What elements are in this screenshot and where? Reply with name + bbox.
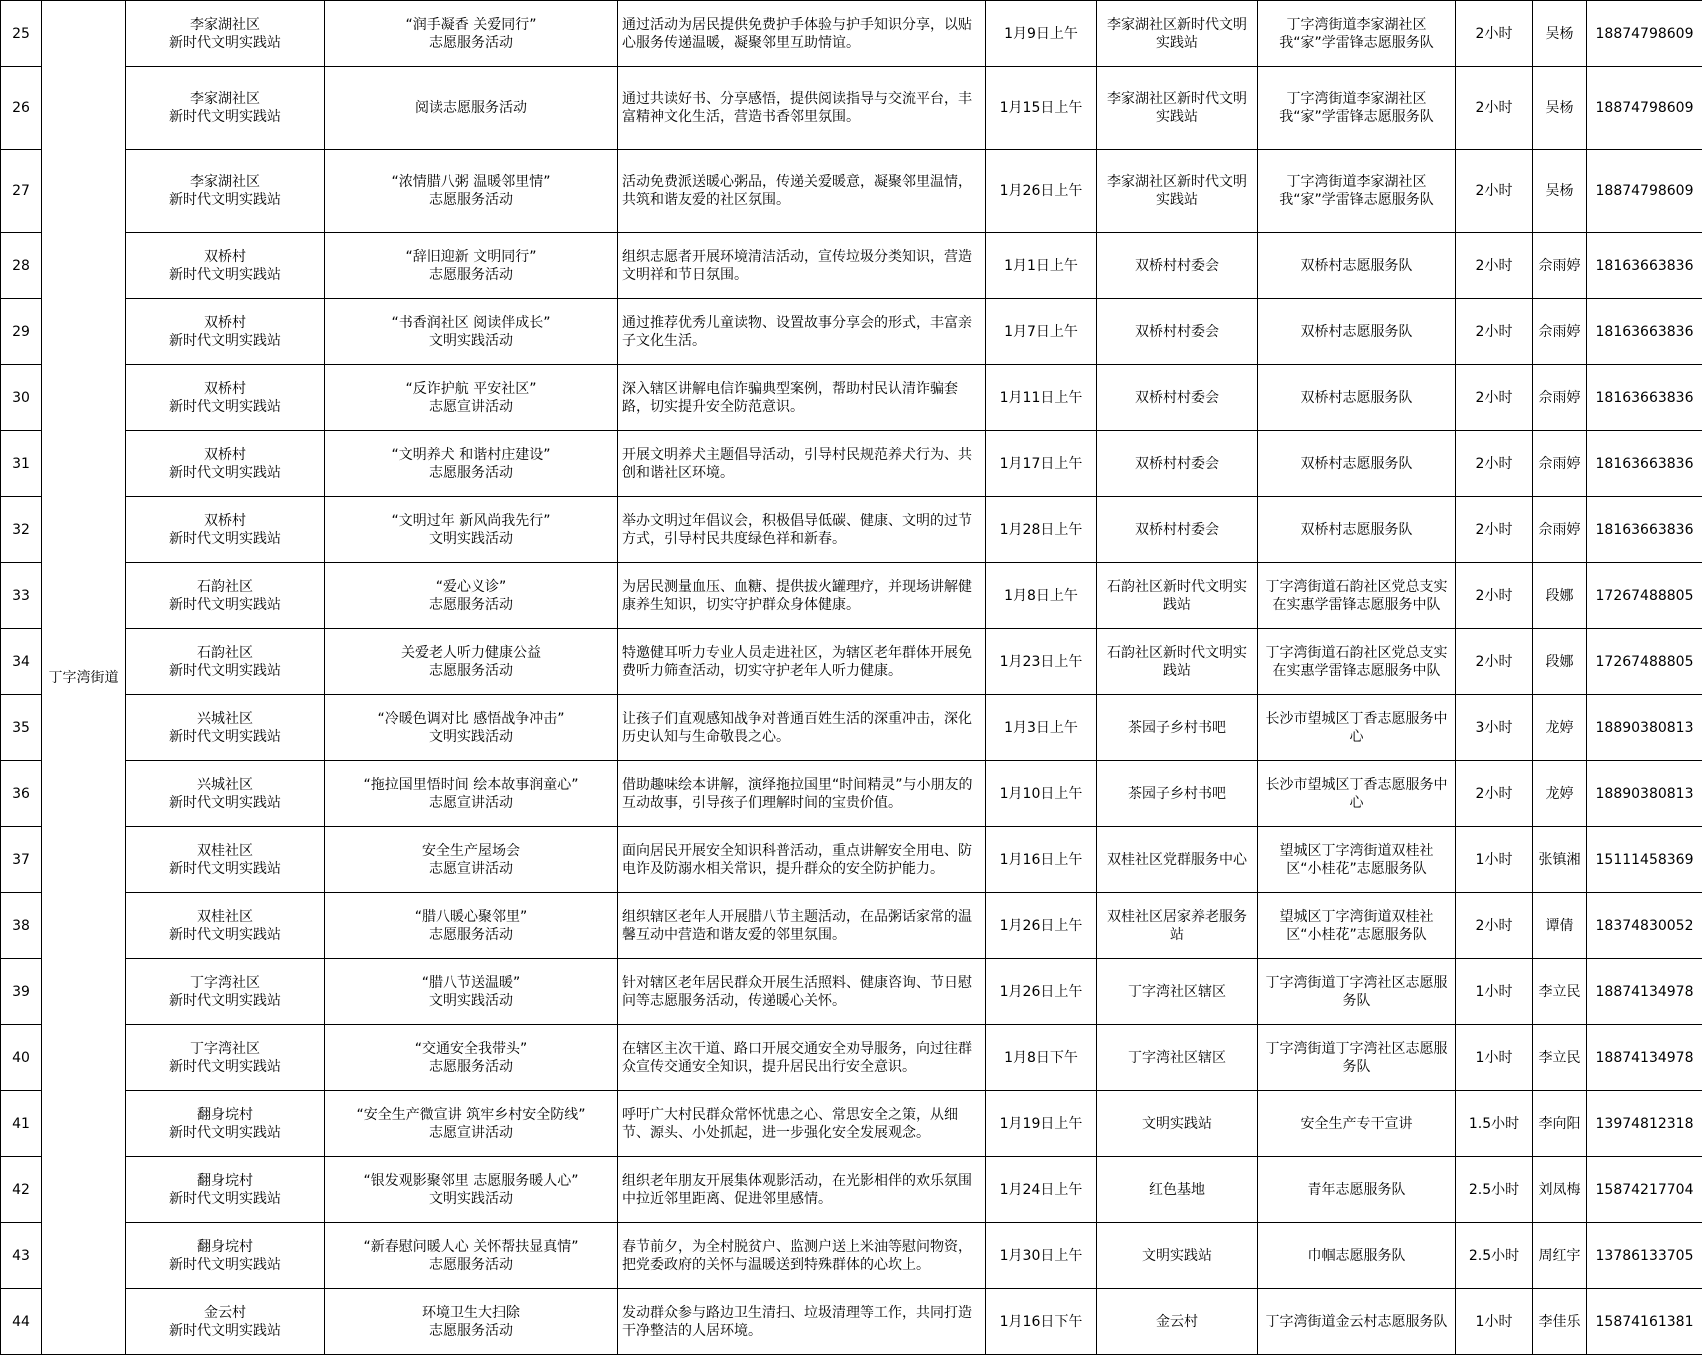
activity-time: 1月26日上午	[986, 150, 1097, 233]
row-number: 44	[1, 1289, 42, 1355]
activity-place: 茶园子乡村书吧	[1097, 761, 1258, 827]
row-number: 29	[1, 299, 42, 365]
activity-duration: 2小时	[1456, 365, 1533, 431]
contact-person: 谭倩	[1533, 893, 1587, 959]
activity-time: 1月17日上午	[986, 431, 1097, 497]
row-number: 27	[1, 150, 42, 233]
table-row	[1, 761, 1702, 827]
row-number: 38	[1, 893, 42, 959]
row-number: 31	[1, 431, 42, 497]
volunteer-team: 丁字湾街道李家湖社区我“家”学雷锋志愿服务队	[1258, 67, 1456, 150]
activity-name: “安全生产微宣讲 筑牢乡村安全防线” 志愿宣讲活动	[325, 1091, 618, 1157]
activity-duration: 1小时	[1456, 827, 1533, 893]
volunteer-team: 巾帼志愿服务队	[1258, 1223, 1456, 1289]
practice-station: 李家湖社区 新时代文明实践站	[126, 150, 325, 233]
contact-person: 龙婷	[1533, 695, 1587, 761]
activity-time: 1月3日上午	[986, 695, 1097, 761]
activity-name: 安全生产屋场会 志愿宣讲活动	[325, 827, 618, 893]
contact-person: 吴杨	[1533, 150, 1587, 233]
contact-phone: 18890380813	[1587, 761, 1702, 827]
activity-time: 1月24日上午	[986, 1157, 1097, 1223]
contact-phone: 18163663836	[1587, 299, 1702, 365]
contact-phone: 18163663836	[1587, 431, 1702, 497]
activity-place: 石韵社区新时代文明实践站	[1097, 629, 1258, 695]
row-number: 28	[1, 233, 42, 299]
contact-person: 佘雨婷	[1533, 497, 1587, 563]
volunteer-team: 丁字湾街道丁字湾社区志愿服务队	[1258, 1025, 1456, 1091]
activity-description: 组织志愿者开展环境清洁活动，宣传垃圾分类知识，营造文明祥和节日氛围。	[618, 233, 986, 299]
table-row	[1, 893, 1702, 959]
activity-name: “腊八暖心聚邻里” 志愿服务活动	[325, 893, 618, 959]
activity-time: 1月8日下午	[986, 1025, 1097, 1091]
contact-person: 段娜	[1533, 629, 1587, 695]
activity-time: 1月7日上午	[986, 299, 1097, 365]
row-number: 32	[1, 497, 42, 563]
activity-time: 1月9日上午	[986, 1, 1097, 67]
activity-duration: 2小时	[1456, 150, 1533, 233]
activity-time: 1月16日下午	[986, 1289, 1097, 1355]
practice-station: 双桥村 新时代文明实践站	[126, 431, 325, 497]
activity-name: “拖拉国里悟时间 绘本故事润童心” 志愿宣讲活动	[325, 761, 618, 827]
activity-name: “冷暖色调对比 感悟战争冲击” 文明实践活动	[325, 695, 618, 761]
activity-name: 关爱老人听力健康公益 志愿服务活动	[325, 629, 618, 695]
activity-time: 1月23日上午	[986, 629, 1097, 695]
volunteer-team: 丁字湾街道李家湖社区我“家”学雷锋志愿服务队	[1258, 1, 1456, 67]
activity-time: 1月8日上午	[986, 563, 1097, 629]
table-row	[1, 1289, 1702, 1355]
table-row	[1, 233, 1702, 299]
table-row	[1, 1157, 1702, 1223]
contact-phone: 18163663836	[1587, 365, 1702, 431]
activity-name: “文明养犬 和谐村庄建设” 志愿服务活动	[325, 431, 618, 497]
contact-phone: 18163663836	[1587, 233, 1702, 299]
activity-description: 春节前夕，为全村脱贫户、监测户送上米油等慰问物资，把党委政府的关怀与温暖送到特殊群体的心坎上。	[618, 1223, 986, 1289]
contact-phone: 15111458369	[1587, 827, 1702, 893]
activity-duration: 2小时	[1456, 1, 1533, 67]
activity-time: 1月1日上午	[986, 233, 1097, 299]
contact-person: 李向阳	[1533, 1091, 1587, 1157]
activity-name: “辞旧迎新 文明同行” 志愿服务活动	[325, 233, 618, 299]
practice-station: 双桂社区 新时代文明实践站	[126, 893, 325, 959]
activity-name: “爱心义诊” 志愿服务活动	[325, 563, 618, 629]
contact-person: 吴杨	[1533, 1, 1587, 67]
activity-name: 阅读志愿服务活动	[325, 67, 618, 150]
activity-name: “书香润社区 阅读伴成长” 文明实践活动	[325, 299, 618, 365]
table-row	[1, 1223, 1702, 1289]
activity-description: 举办文明过年倡议会，积极倡导低碳、健康、文明的过节方式，引导村民共度绿色祥和新春。	[618, 497, 986, 563]
contact-phone: 18374830052	[1587, 893, 1702, 959]
contact-phone: 18874134978	[1587, 959, 1702, 1025]
activity-place: 丁字湾社区辖区	[1097, 1025, 1258, 1091]
contact-person: 张镇湘	[1533, 827, 1587, 893]
table-row	[1, 150, 1702, 233]
activity-name: “银发观影聚邻里 志愿服务暖人心” 文明实践活动	[325, 1157, 618, 1223]
activity-place: 茶园子乡村书吧	[1097, 695, 1258, 761]
volunteer-team: 丁字湾街道金云村志愿服务队	[1258, 1289, 1456, 1355]
activity-place: 石韵社区新时代文明实践站	[1097, 563, 1258, 629]
volunteer-team: 望城区丁字湾街道双桂社区“小桂花”志愿服务队	[1258, 827, 1456, 893]
practice-station: 双桥村 新时代文明实践站	[126, 299, 325, 365]
activity-description: 组织辖区老年人开展腊八节主题活动，在品粥话家常的温馨互动中营造和谐友爱的邻里氛围。	[618, 893, 986, 959]
activity-description: 为居民测量血压、血糖、提供拔火罐理疗，并现场讲解健康养生知识，切实守护群众身体健康。	[618, 563, 986, 629]
contact-phone: 18874134978	[1587, 1025, 1702, 1091]
activity-duration: 2小时	[1456, 233, 1533, 299]
volunteer-team: 双桥村志愿服务队	[1258, 365, 1456, 431]
activity-duration: 2小时	[1456, 629, 1533, 695]
contact-phone: 18890380813	[1587, 695, 1702, 761]
volunteer-team: 望城区丁字湾街道双桂社区“小桂花”志愿服务队	[1258, 893, 1456, 959]
contact-person: 佘雨婷	[1533, 365, 1587, 431]
activity-duration: 1小时	[1456, 959, 1533, 1025]
activity-time: 1月30日上午	[986, 1223, 1097, 1289]
activity-time: 1月28日上午	[986, 497, 1097, 563]
volunteer-team: 长沙市望城区丁香志愿服务中心	[1258, 695, 1456, 761]
volunteer-team: 双桥村志愿服务队	[1258, 299, 1456, 365]
table-row	[1, 695, 1702, 761]
volunteer-team: 丁字湾街道李家湖社区我“家”学雷锋志愿服务队	[1258, 150, 1456, 233]
activity-duration: 2.5小时	[1456, 1223, 1533, 1289]
contact-phone: 13974812318	[1587, 1091, 1702, 1157]
activity-place: 丁字湾社区辖区	[1097, 959, 1258, 1025]
activity-place: 双桥村村委会	[1097, 299, 1258, 365]
activity-name: “润手凝香 关爱同行” 志愿服务活动	[325, 1, 618, 67]
volunteer-team: 青年志愿服务队	[1258, 1157, 1456, 1223]
activity-place: 李家湖社区新时代文明实践站	[1097, 150, 1258, 233]
row-number: 40	[1, 1025, 42, 1091]
contact-phone: 18874798609	[1587, 150, 1702, 233]
volunteer-team: 双桥村志愿服务队	[1258, 431, 1456, 497]
activity-place: 红色基地	[1097, 1157, 1258, 1223]
table-row	[1, 67, 1702, 150]
activity-place: 双桥村村委会	[1097, 431, 1258, 497]
practice-station: 双桥村 新时代文明实践站	[126, 233, 325, 299]
activity-time: 1月11日上午	[986, 365, 1097, 431]
activity-duration: 2小时	[1456, 563, 1533, 629]
activity-description: 通过推荐优秀儿童读物、设置故事分享会的形式，丰富亲子文化生活。	[618, 299, 986, 365]
activity-time: 1月26日上午	[986, 959, 1097, 1025]
activity-duration: 2小时	[1456, 497, 1533, 563]
volunteer-team: 丁字湾街道石韵社区党总支实在实惠学雷锋志愿服务中队	[1258, 563, 1456, 629]
table-row	[1, 959, 1702, 1025]
volunteer-team: 丁字湾街道石韵社区党总支实在实惠学雷锋志愿服务中队	[1258, 629, 1456, 695]
activity-duration: 3小时	[1456, 695, 1533, 761]
practice-station: 翻身垸村 新时代文明实践站	[126, 1157, 325, 1223]
activity-duration: 1小时	[1456, 1289, 1533, 1355]
activity-place: 双桂社区居家养老服务站	[1097, 893, 1258, 959]
contact-phone: 15874161381	[1587, 1289, 1702, 1355]
activity-duration: 2.5小时	[1456, 1157, 1533, 1223]
contact-person: 佘雨婷	[1533, 233, 1587, 299]
practice-station: 双桂社区 新时代文明实践站	[126, 827, 325, 893]
contact-person: 龙婷	[1533, 761, 1587, 827]
table-row	[1, 563, 1702, 629]
activity-duration: 2小时	[1456, 299, 1533, 365]
activity-time: 1月19日上午	[986, 1091, 1097, 1157]
activity-description: 借助趣味绘本讲解，演绎拖拉国里“时间精灵”与小朋友的互动故事，引导孩子们理解时间的宝贵价值。	[618, 761, 986, 827]
row-number: 33	[1, 563, 42, 629]
activity-name: “文明过年 新风尚我先行” 文明实践活动	[325, 497, 618, 563]
row-number: 36	[1, 761, 42, 827]
row-number: 25	[1, 1, 42, 67]
contact-phone: 15874217704	[1587, 1157, 1702, 1223]
activity-place: 李家湖社区新时代文明实践站	[1097, 1, 1258, 67]
activity-description: 特邀健耳听力专业人员走进社区，为辖区老年群体开展免费听力筛查活动，切实守护老年人听力健康。	[618, 629, 986, 695]
contact-phone: 13786133705	[1587, 1223, 1702, 1289]
volunteer-team: 长沙市望城区丁香志愿服务中心	[1258, 761, 1456, 827]
activity-place: 金云村	[1097, 1289, 1258, 1355]
contact-phone: 18874798609	[1587, 1, 1702, 67]
activity-time: 1月15日上午	[986, 67, 1097, 150]
table-row	[1, 629, 1702, 695]
activity-place: 双桥村村委会	[1097, 497, 1258, 563]
row-number: 42	[1, 1157, 42, 1223]
activity-duration: 2小时	[1456, 893, 1533, 959]
activity-description: 深入辖区讲解电信诈骗典型案例，帮助村民认清诈骗套路，切实提升安全防范意识。	[618, 365, 986, 431]
practice-station: 丁字湾社区 新时代文明实践站	[126, 1025, 325, 1091]
activity-time: 1月10日上午	[986, 761, 1097, 827]
activity-description: 通过共读好书、分享感悟，提供阅读指导与交流平台，丰富精神文化生活，营造书香邻里氛围。	[618, 67, 986, 150]
volunteer-team: 安全生产专干宣讲	[1258, 1091, 1456, 1157]
practice-station: 翻身垸村 新时代文明实践站	[126, 1223, 325, 1289]
volunteer-team: 双桥村志愿服务队	[1258, 497, 1456, 563]
volunteer-team: 双桥村志愿服务队	[1258, 233, 1456, 299]
practice-station: 双桥村 新时代文明实践站	[126, 365, 325, 431]
table-body	[1, 1, 1702, 1355]
practice-station: 石韵社区 新时代文明实践站	[126, 563, 325, 629]
practice-station: 兴城社区 新时代文明实践站	[126, 695, 325, 761]
table-row	[1, 1, 1702, 67]
activity-place: 文明实践站	[1097, 1223, 1258, 1289]
contact-phone: 17267488805	[1587, 629, 1702, 695]
contact-phone: 17267488805	[1587, 563, 1702, 629]
activity-description: 面向居民开展安全知识科普活动，重点讲解安全用电、防电诈及防溺水相关常识，提升群众的安全防护能力。	[618, 827, 986, 893]
practice-station: 兴城社区 新时代文明实践站	[126, 761, 325, 827]
contact-person: 段娜	[1533, 563, 1587, 629]
contact-person: 佘雨婷	[1533, 299, 1587, 365]
activity-duration: 2小时	[1456, 67, 1533, 150]
table-row	[1, 827, 1702, 893]
activity-place: 双桥村村委会	[1097, 365, 1258, 431]
activity-description: 活动免费派送暖心粥品，传递关爱暖意，凝聚邻里温情，共筑和谐友爱的社区氛围。	[618, 150, 986, 233]
table-row	[1, 299, 1702, 365]
activity-name: 环境卫生大扫除 志愿服务活动	[325, 1289, 618, 1355]
contact-phone: 18163663836	[1587, 497, 1702, 563]
practice-station: 李家湖社区 新时代文明实践站	[126, 67, 325, 150]
activity-description: 通过活动为居民提供免费护手体验与护手知识分享，以贴心服务传递温暖，凝聚邻里互助情谊。	[618, 1, 986, 67]
activity-place: 文明实践站	[1097, 1091, 1258, 1157]
activity-duration: 2小时	[1456, 761, 1533, 827]
practice-station: 双桥村 新时代文明实践站	[126, 497, 325, 563]
contact-person: 佘雨婷	[1533, 431, 1587, 497]
row-number: 43	[1, 1223, 42, 1289]
contact-person: 李佳乐	[1533, 1289, 1587, 1355]
activity-place: 双桂社区党群服务中心	[1097, 827, 1258, 893]
activity-name: “浓情腊八粥 温暖邻里情” 志愿服务活动	[325, 150, 618, 233]
practice-station: 金云村 新时代文明实践站	[126, 1289, 325, 1355]
row-number: 34	[1, 629, 42, 695]
contact-person: 李立民	[1533, 1025, 1587, 1091]
table-row	[1, 365, 1702, 431]
activity-place: 李家湖社区新时代文明实践站	[1097, 67, 1258, 150]
practice-station: 李家湖社区 新时代文明实践站	[126, 1, 325, 67]
activity-name: “反诈护航 平安社区” 志愿宣讲活动	[325, 365, 618, 431]
activity-time: 1月26日上午	[986, 893, 1097, 959]
activity-place: 双桥村村委会	[1097, 233, 1258, 299]
activity-duration: 1.5小时	[1456, 1091, 1533, 1157]
activity-name: “腊八节送温暖” 文明实践活动	[325, 959, 618, 1025]
activity-duration: 2小时	[1456, 431, 1533, 497]
table-row	[1, 431, 1702, 497]
table-row	[1, 497, 1702, 563]
practice-station: 丁字湾社区 新时代文明实践站	[126, 959, 325, 1025]
row-number: 37	[1, 827, 42, 893]
contact-person: 李立民	[1533, 959, 1587, 1025]
activity-duration: 1小时	[1456, 1025, 1533, 1091]
row-number: 41	[1, 1091, 42, 1157]
activity-description: 让孩子们直观感知战争对普通百姓生活的深重冲击，深化历史认知与生命敬畏之心。	[618, 695, 986, 761]
street-name: 丁字湾街道	[42, 1, 126, 1355]
contact-phone: 18874798609	[1587, 67, 1702, 150]
activity-description: 开展文明养犬主题倡导活动，引导村民规范养犬行为、共创和谐社区环境。	[618, 431, 986, 497]
activity-time: 1月16日上午	[986, 827, 1097, 893]
activity-name: “新春慰问暖人心 关怀帮扶显真情” 志愿服务活动	[325, 1223, 618, 1289]
contact-person: 刘凤梅	[1533, 1157, 1587, 1223]
activity-description: 呼吁广大村民群众常怀忧患之心、常思安全之策，从细节、源头、小处抓起，进一步强化安全发展观念。	[618, 1091, 986, 1157]
practice-station: 石韵社区 新时代文明实践站	[126, 629, 325, 695]
row-number: 39	[1, 959, 42, 1025]
activity-description: 针对辖区老年居民群众开展生活照料、健康咨询、节日慰问等志愿服务活动，传递暖心关怀。	[618, 959, 986, 1025]
activity-description: 发动群众参与路边卫生清扫、垃圾清理等工作，共同打造干净整洁的人居环境。	[618, 1289, 986, 1355]
contact-person: 周红宇	[1533, 1223, 1587, 1289]
table-row	[1, 1025, 1702, 1091]
contact-person: 吴杨	[1533, 67, 1587, 150]
row-number: 35	[1, 695, 42, 761]
practice-station: 翻身垸村 新时代文明实践站	[126, 1091, 325, 1157]
row-number: 26	[1, 67, 42, 150]
activity-description: 在辖区主次干道、路口开展交通安全劝导服务，向过往群众宣传交通安全知识，提升居民出行安全意识。	[618, 1025, 986, 1091]
activity-name: “交通安全我带头” 志愿服务活动	[325, 1025, 618, 1091]
activity-description: 组织老年朋友开展集体观影活动，在光影相伴的欢乐氛围中拉近邻里距离、促进邻里感情。	[618, 1157, 986, 1223]
table-row	[1, 1091, 1702, 1157]
volunteer-team: 丁字湾街道丁字湾社区志愿服务队	[1258, 959, 1456, 1025]
row-number: 30	[1, 365, 42, 431]
